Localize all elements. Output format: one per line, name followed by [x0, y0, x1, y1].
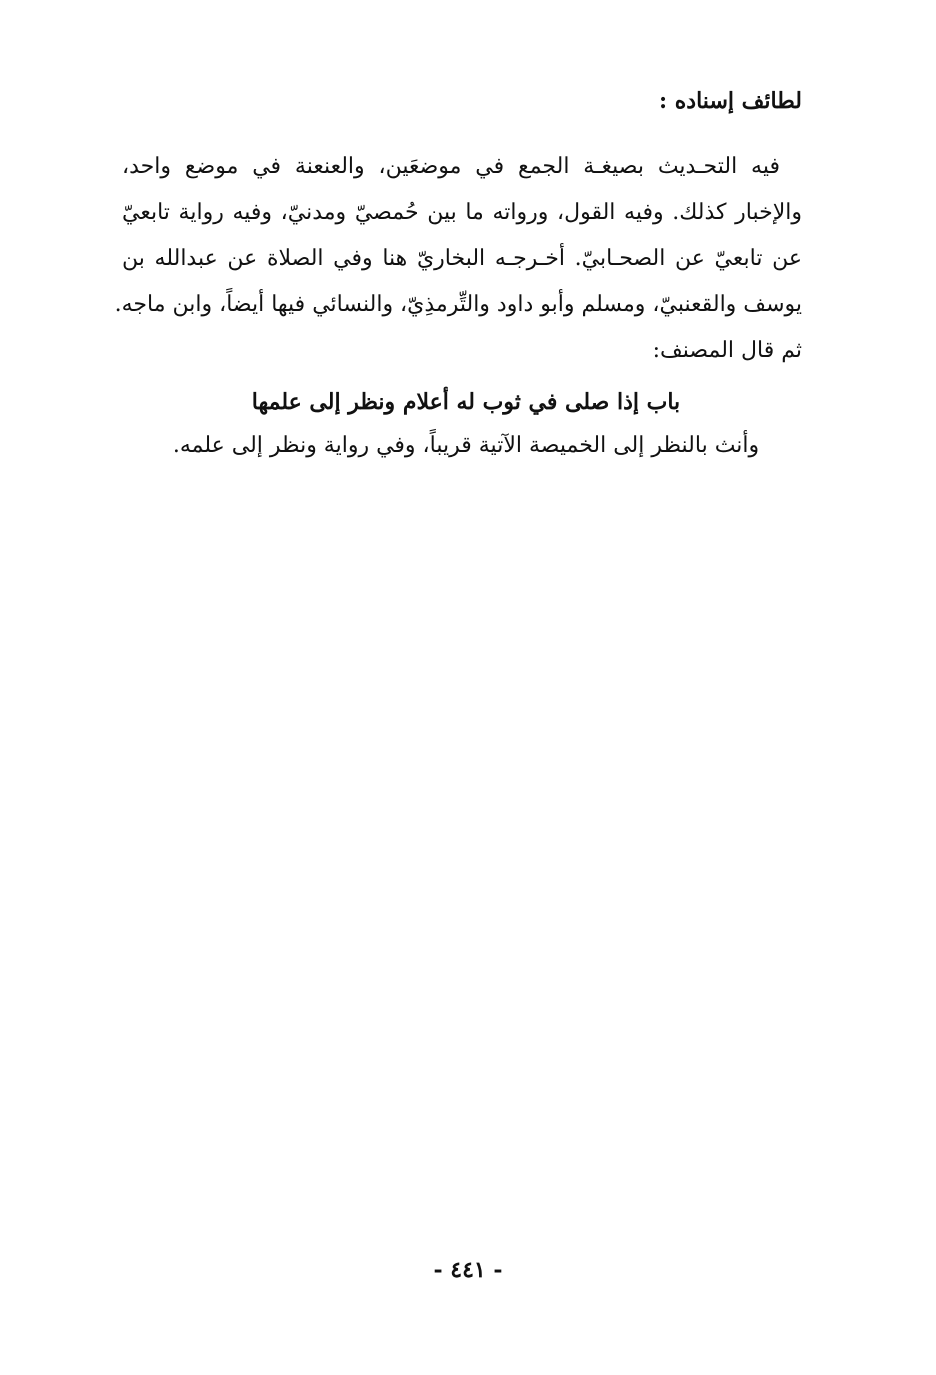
- body-line-1: فيه التحـديث بصيغـة الجمع في موضعَين، والعنعنة في موضع واحد،: [122, 154, 780, 179]
- chapter-title: باب إذا صلى في ثوب له أعلام ونظر إلى علمها: [251, 389, 681, 415]
- page-number: - ٤٤١ -: [433, 1257, 503, 1283]
- body-line-5: ثم قال المصنف:: [652, 338, 802, 363]
- chapter-note: وأنث بالنظر إلى الخميصة الآتية قريباً، وفي رواية ونظر إلى علمه.: [172, 433, 760, 458]
- body-paragraph: [114, 144, 802, 374]
- body-line-2: والإخبار كذلك. وفيه القول، ورواته ما بين حُمصيّ ومدنيّ، وفيه رواية تابعيّ: [122, 200, 802, 225]
- body-line-3: عن تابعيّ عن الصحـابيّ. أخـرجـه البخاريّ هنا وفي الصلاة عن عبدالله بن: [122, 246, 802, 271]
- chapter-block: [166, 380, 766, 468]
- section-heading: لطائف إسناده :: [659, 88, 802, 114]
- body-line-4: يوسف والقعنبيّ، ومسلم وأبو داود والتِّرمذِيّ، والنسائي فيها أيضاً، وابن ماجه.: [114, 292, 802, 317]
